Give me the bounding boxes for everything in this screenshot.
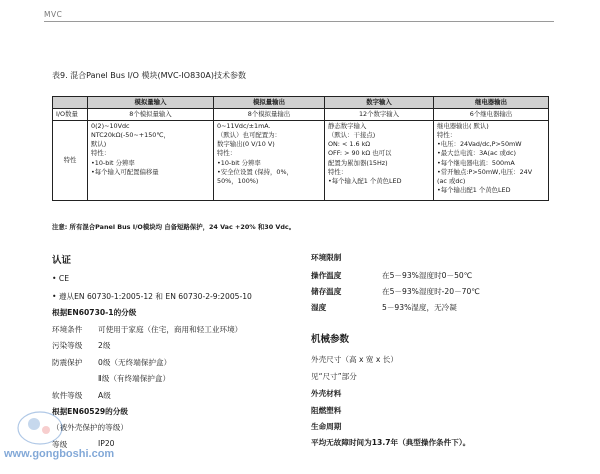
- table-note: 注意: 所有混合Panel Bus I/O模块均 自备短路保护，24 Vac +20% 和30 Vdc。: [52, 223, 296, 231]
- feature-line: •10-bit 分辨率: [91, 158, 135, 167]
- feature-line: 特性：: [328, 167, 348, 176]
- op-temp-value: 在5－93%湿度时0－50℃: [382, 271, 473, 280]
- dimensions-ref: 见“尺寸”部分: [311, 372, 357, 381]
- feature-line: 继电器输出( 默认): [437, 122, 489, 131]
- software-label: 软件等级: [52, 391, 83, 400]
- feature-line: •每个输入可配置偏移量: [91, 167, 159, 176]
- table-row: [53, 121, 549, 201]
- feature-line: •最大总电流：3A(ac 或dc): [437, 149, 516, 158]
- op-temp-label: 操作温度: [311, 271, 342, 280]
- storage-temp-label: 储存温度: [311, 287, 342, 296]
- ip-value: IP20: [98, 439, 115, 448]
- watermark-site: www.gongboshi.com: [4, 448, 115, 460]
- header-brand: MVC: [44, 10, 63, 19]
- table-cell: 8个模拟量输入: [88, 109, 214, 121]
- feature-line: 特性：: [217, 149, 237, 158]
- feature-line: （默认）也可配置为：: [217, 131, 281, 140]
- feature-line: 50%，100%): [217, 176, 259, 185]
- grading2-title: 根据EN60529的分级: [52, 407, 128, 416]
- material-value: 阻燃塑料: [311, 406, 342, 415]
- feature-line: •常开触点:P>50mW,电压：24V: [437, 167, 533, 176]
- table-header-cell: 模拟量输入: [88, 97, 214, 109]
- env-value: 可使用于家庭（住宅，商用和轻工业环境）: [98, 325, 243, 334]
- table-cell: 特性: [53, 121, 88, 201]
- humidity-value: 5－93%湿度，无冷凝: [382, 303, 457, 312]
- lifecycle-title: 生命周期: [311, 422, 342, 431]
- section-title-certification: 认证: [52, 255, 72, 266]
- feature-line: 默认): [91, 140, 107, 149]
- feature-line: 特性：: [437, 131, 457, 140]
- watermark-logo: [10, 400, 80, 450]
- table-row: [53, 109, 549, 121]
- protection-label: 防震保护: [52, 358, 83, 367]
- feature-line: 0(2)~10Vdc: [91, 122, 130, 131]
- table-cell: I/O数量: [53, 109, 88, 121]
- table-caption: 表9. 混合Panel Bus I/O 模块(MVC-IO830A)技术参数: [52, 71, 246, 80]
- table-header-cell: 模拟量输出: [214, 97, 325, 109]
- feature-line: 配置为累加器(15Hz): [328, 158, 388, 167]
- env-limits-title: 环境限制: [311, 253, 342, 262]
- env-label: 环境条件: [52, 325, 83, 334]
- spec-table: [52, 96, 549, 201]
- feature-cell: [88, 121, 214, 201]
- material-title: 外壳材料: [311, 389, 342, 398]
- storage-temp-value: 在5－93%湿度时-20－70℃: [382, 287, 480, 296]
- cert-ce: • CE: [52, 274, 69, 283]
- humidity-label: 湿度: [311, 303, 327, 312]
- pollution-label: 污染等级: [52, 341, 83, 350]
- feature-line: OFF: > 90 kΩ 也可以: [328, 149, 392, 158]
- pollution-value: 2级: [98, 341, 111, 350]
- grading2-sub: （被外壳保护的等级）: [52, 423, 128, 432]
- feature-line: •10-bit 分辨率: [217, 158, 261, 167]
- table-header-cell: 数字输入: [325, 97, 434, 109]
- feature-line: •每个输入配1 个黄色LED: [328, 176, 402, 185]
- feature-cell: [434, 121, 549, 201]
- table-cell: 12个数字输入: [325, 109, 434, 121]
- feature-line: ON: < 1.6 kΩ: [328, 140, 371, 149]
- cert-en: • 遵从EN 60730-1:2005-12 和 EN 60730-2-9:2005-10: [52, 292, 252, 301]
- feature-line: (ac 或dc): [437, 176, 466, 185]
- feature-line: 0~11Vdc/±1mA.: [217, 122, 271, 131]
- dimensions-label: 外壳尺寸（高 x 宽 x 长）: [311, 355, 398, 364]
- table-header-cell: 继电器输出: [434, 97, 549, 109]
- protection-value-2: Ⅱ级（有终端保护盒）: [98, 374, 171, 383]
- feature-line: 静态数字输入: [328, 122, 367, 131]
- feature-line: 特性：: [91, 149, 111, 158]
- feature-line: •安全位设置 (保持，0%，: [217, 167, 293, 176]
- feature-line: （默认：干接点): [328, 131, 376, 140]
- feature-line: •每个继电器电流：500mA: [437, 158, 515, 167]
- feature-line: NTC20kΩ(-50~+150℃，: [91, 131, 170, 140]
- ip-label: 等级: [52, 440, 68, 449]
- feature-line: •每个输出配1 个黄色LED: [437, 185, 511, 194]
- feature-line: 数字输出(0 V/10 V): [217, 140, 275, 149]
- table-cell: 8个模拟量输出: [214, 109, 325, 121]
- grading-title: 根据EN60730-1的分级: [52, 308, 137, 317]
- header-rule: [44, 21, 554, 22]
- mtbf-text: 平均无故障时间为13.7年（典型操作条件下）。: [311, 438, 471, 447]
- table-header-cell: [53, 97, 88, 109]
- protection-value-1: 0级（无终端保护盒）: [98, 358, 172, 367]
- table-cell: 6个继电器输出: [434, 109, 549, 121]
- feature-line: •电压：24Vad/dc,P>50mW: [437, 140, 522, 149]
- table-header-row: [53, 97, 549, 109]
- feature-cell: [325, 121, 434, 201]
- section-title-mechanical: 机械参数: [311, 334, 350, 345]
- feature-cell: [214, 121, 325, 201]
- software-value: A级: [98, 391, 111, 400]
